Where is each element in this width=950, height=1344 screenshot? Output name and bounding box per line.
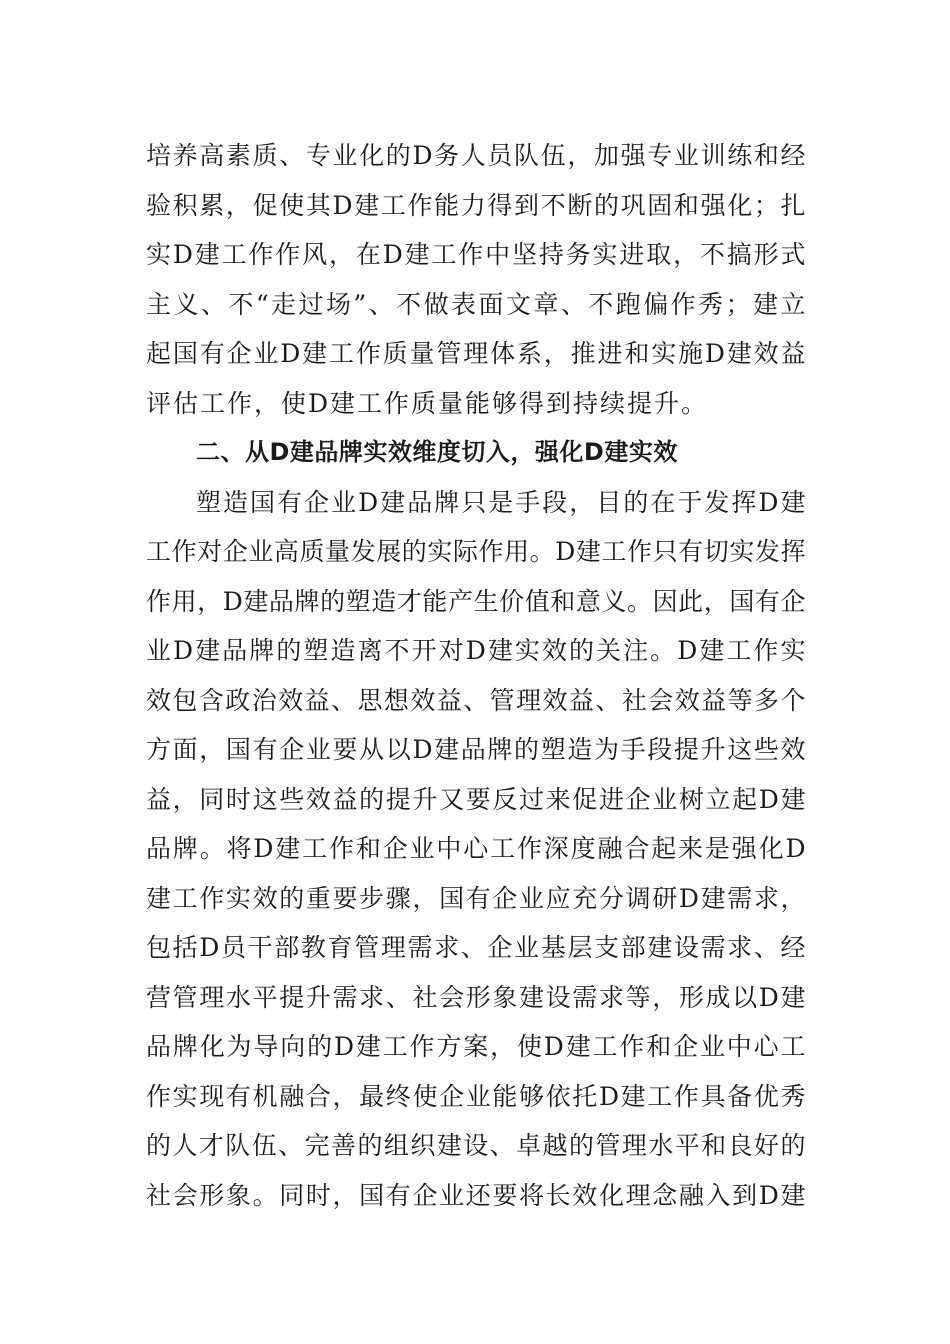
paragraph-2-line: 益，同时这些效益的提升又要反过来促进企业树立起D建 <box>146 784 806 814</box>
document-body <box>146 131 806 1220</box>
paragraph-2-line: 建工作实效的重要步骤，国有企业应充分调研D建需求， <box>146 883 806 913</box>
paragraph-2-line: 的人才队伍、完善的组织建设、卓越的管理水平和良好的 <box>146 1131 806 1160</box>
paragraph-1-line: 主义、不“走过场”、不做表面文章、不跑偏作秀；建立 <box>146 289 806 319</box>
paragraph-2-line: 作用，D建品牌的塑造才能产生价值和意义。因此，国有企 <box>146 586 806 616</box>
paragraph-2-line: 效包含政治效益、思想效益、管理效益、社会效益等多个 <box>146 685 806 715</box>
paragraph-2-line: 方面，国有企业要从以D建品牌的塑造为手段提升这些效 <box>146 735 806 764</box>
paragraph-2-line: 营管理水平提升需求、社会形象建设需求等，形成以D建 <box>146 982 806 1012</box>
paragraph-1-line: 培养高素质、专业化的D务人员队伍，加强专业训练和经 <box>146 141 806 170</box>
paragraph-2-line: 品牌化为导向的D建工作方案，使D建工作和企业中心工 <box>146 1032 806 1061</box>
paragraph-2-line: 塑造国有企业D建品牌只是手段，目的在于发挥D建 <box>196 487 806 517</box>
paragraph-1-line: 起国有企业D建工作质量管理体系，推进和实施D建效益 <box>146 339 806 368</box>
paragraph-2-line: 社会形象。同时，国有企业还要将长效化理念融入到D建 <box>146 1180 806 1210</box>
paragraph-2-line: 品牌。将D建工作和企业中心工作深度融合起来是强化D <box>146 834 806 863</box>
paragraph-2-line: 工作对企业高质量发展的实际作用。D建工作只有切实发挥 <box>146 537 806 566</box>
paragraph-2-line: 业D建品牌的塑造离不开对D建实效的关注。D建工作实 <box>146 636 806 665</box>
paragraph-2-line: 作实现有机融合，最终使企业能够依托D建工作具备优秀 <box>146 1081 806 1111</box>
paragraph-2-line: 包括D员干部教育管理需求、企业基层支部建设需求、经 <box>146 933 806 962</box>
paragraph-1-line: 验积累，促使其D建工作能力得到不断的巩固和强化；扎 <box>146 190 806 220</box>
section-heading: 二、从D建品牌实效维度切入，强化D建实效 <box>196 438 678 466</box>
paragraph-1-line: 实D建工作作风，在D建工作中坚持务实进取，不搞形式 <box>146 240 806 269</box>
paragraph-1-line: 评估工作，使D建工作质量能够得到持续提升。 <box>146 388 709 418</box>
